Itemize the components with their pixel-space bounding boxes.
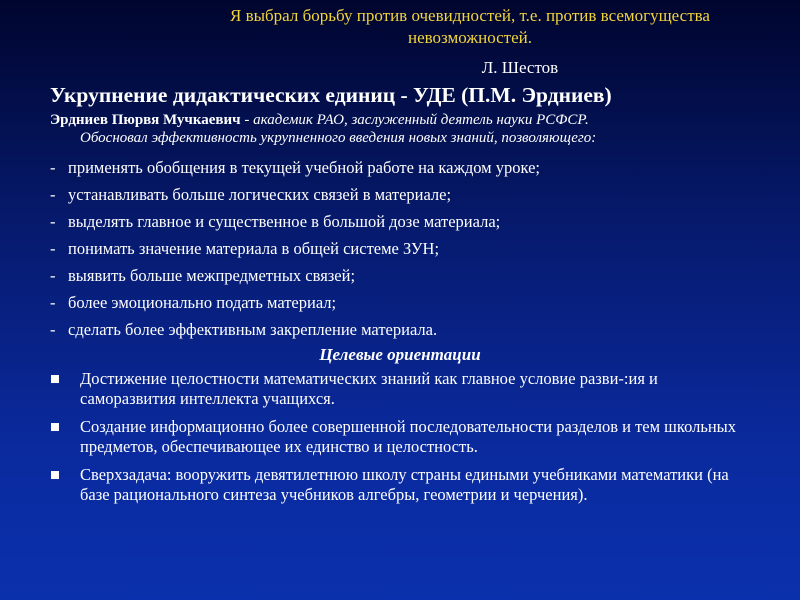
- square-bullet-icon: ■: [50, 369, 60, 388]
- dash-marker: -: [50, 320, 56, 339]
- goal-item: [50, 417, 750, 457]
- goal-item: [50, 369, 750, 409]
- goal-text: Сверхзадача: вооружить девятилетнюю школу страны едиными учебниками математики (на базе рационального синтеза учебников алгебры, геометрии и черчения).: [80, 465, 729, 504]
- goal-item: [50, 465, 750, 505]
- epigraph-quote: Я выбрал борьбу против очевидностей, т.е. против всемогущества невозможностей.: [230, 6, 710, 47]
- list-item: [50, 181, 790, 208]
- list-item-text: выделять главное и существенное в большой дозе материала;: [68, 212, 501, 231]
- dash-marker: -: [50, 239, 56, 258]
- list-item-text: понимать значение материала в общей системе ЗУН;: [68, 239, 440, 258]
- square-bullet-icon: ■: [50, 417, 60, 436]
- dash-marker: -: [50, 266, 56, 285]
- section-subheading: Целевые ориентации: [319, 345, 481, 364]
- dash-marker: -: [50, 185, 56, 204]
- slide-title: Укрупнение дидактических единиц - УДЕ (П.М. Эрдниев): [50, 83, 612, 107]
- goals-list: [50, 369, 750, 513]
- author-line: [50, 111, 770, 129]
- list-item: [50, 262, 790, 289]
- goal-text: Достижение целостности математических знаний как главное условие разви-:ия и саморазвития интеллекта учащихся.: [80, 369, 658, 408]
- list-item: [50, 208, 790, 235]
- list-item: [50, 316, 790, 343]
- square-bullet-icon: ■: [50, 465, 60, 484]
- dash-marker: -: [50, 212, 56, 231]
- author-credentials: - академик РАО, заслуженный деятель науки РСФСР.: [240, 112, 589, 128]
- author-name: Эрдниев Пюрвя Мучкаевич: [50, 112, 241, 128]
- dash-marker: -: [50, 158, 56, 177]
- epigraph-author: Л. Шестов: [481, 58, 559, 77]
- goal-text: Создание информационно более совершенной последовательности разделов и тем школьных предметов, обеспечивающее их единство и целостность.: [80, 417, 737, 456]
- list-item: [50, 154, 790, 181]
- list-item-text: сделать более эффективным закрепление материала.: [68, 320, 438, 339]
- author-description: Обосновал эффективность укрупненного введения новых знаний, позволяющего:: [80, 130, 597, 146]
- dash-marker: -: [50, 293, 56, 312]
- list-item-text: выявить больше межпредметных связей;: [68, 266, 356, 285]
- list-item: [50, 289, 790, 316]
- list-item-text: применять обобщения в текущей учебной работе на каждом уроке;: [68, 158, 541, 177]
- list-item-text: устанавливать больше логических связей в материале;: [68, 185, 452, 204]
- benefits-list: [50, 154, 790, 343]
- list-item-text: более эмоционально подать материал;: [68, 293, 337, 312]
- list-item: [50, 235, 790, 262]
